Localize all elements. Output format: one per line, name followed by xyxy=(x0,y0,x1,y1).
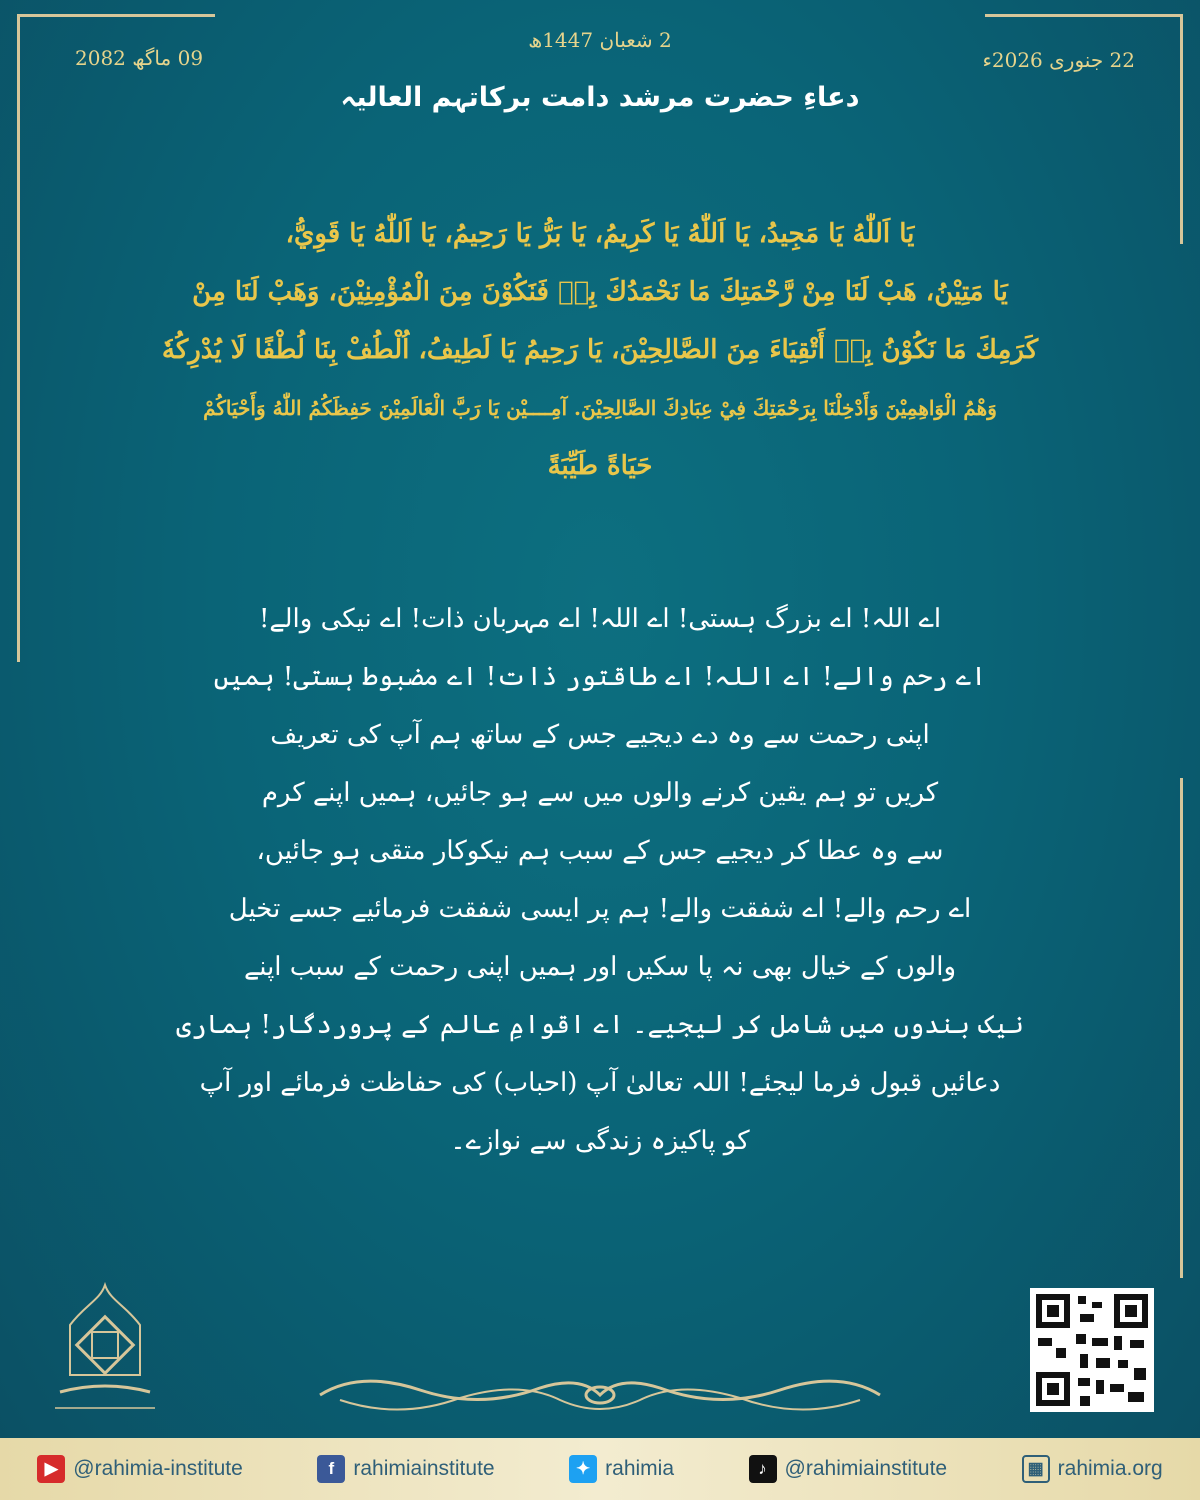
tiktok-link[interactable] xyxy=(749,1455,948,1483)
website-link[interactable] xyxy=(1022,1455,1163,1483)
urdu-line: اے رحم والے! اے شفقت والے! ہم پر ایسی شفقت فرمائیے جسے تخیل xyxy=(228,894,972,924)
urdu-line: کو پاکیزہ زندگی سے نوازے۔ xyxy=(450,1126,750,1156)
facebook-handle: rahimiainstitute xyxy=(353,1457,495,1480)
facebook-icon: f xyxy=(317,1455,345,1483)
arabic-line: حَيَاةً طَيِّبَةً xyxy=(547,451,653,481)
hijri-date: 2 شعبان 1447ھ xyxy=(528,28,672,52)
twitter-handle: rahimia xyxy=(605,1457,674,1480)
website-url: rahimia.org xyxy=(1057,1457,1163,1480)
ornament-divider xyxy=(300,1370,900,1420)
arabic-line: يَا اَللّٰهُ يَا مَجِيدُ، يَا اَللّٰهُ يَا كَرِيمُ، يَا بَرُّ يَا رَحِيمُ، يَا اَللّٰهُ يَا قَوِيُّ، xyxy=(285,219,915,249)
page-title: دعاءِ حضرت مرشد دامت برکاتہم العالیہ xyxy=(340,82,860,113)
arabic-line: يَا مَتِيْنُ، هَبْ لَنَا مِنْ رَّحْمَتِكَ مَا نَحْمَدُكَ بِهٖ فَنَكُوْنَ مِنَ الْمُؤْمِنِيْنَ، وَهَبْ لَنَا مِنْ xyxy=(192,277,1008,307)
youtube-handle: @rahimia-institute xyxy=(73,1457,243,1480)
urdu-line: نیک بندوں میں شامل کر لیجیے۔ اے اقوامِ عالم کے پروردگار! ہماری xyxy=(176,1010,1024,1040)
youtube-icon: ▶ xyxy=(37,1455,65,1483)
urdu-line: کریں تو ہم یقین کرنے والوں میں سے ہو جائیں، ہمیں اپنے کرم xyxy=(261,778,939,808)
facebook-link[interactable] xyxy=(317,1455,494,1483)
arabic-line: وَهْمُ الْوَاهِمِيْنَ وَأَدْخِلْنَا بِرَحْمَتِكَ فِيْ عِبَادِكَ الصَّالِحِيْنَ. آمِــــيْن يَا رَبَّ الْعَالَمِيْنَ حَفِظَكُمُ اللّٰهُ وَأَحْيَاكُمْ xyxy=(203,396,997,420)
twitter-link[interactable] xyxy=(569,1455,674,1483)
bikrami-date: 09 ماگھ 2082 xyxy=(75,46,204,70)
qr-code-icon xyxy=(1030,1288,1154,1412)
twitter-icon: ✦ xyxy=(569,1455,597,1483)
dua-arabic xyxy=(95,205,1105,495)
urdu-line: اے رحم والے! اے اللہ! اے طاقتور ذات! اے مضبوط ہستی! ہمیں xyxy=(213,662,987,692)
urdu-line: اے اللہ! اے بزرگ ہستی! اے اللہ! اے مہربان ذات! اے نیکی والے! xyxy=(258,604,942,634)
globe-grid-icon: ▦ xyxy=(1022,1455,1050,1483)
frame-top-left xyxy=(17,14,215,17)
gregorian-date: 22 جنوری 2026ء xyxy=(982,48,1135,72)
urdu-line: والوں کے خیال بھی نہ پا سکیں اور ہمیں اپنی رحمت کے سبب اپنے xyxy=(243,952,957,982)
urdu-line: سے وہ عطا کر دیجیے جس کے سبب ہم نیکوکار متقی ہو جائیں، xyxy=(256,836,944,866)
footer-bar xyxy=(0,1438,1200,1500)
tiktok-handle: @rahimiainstitute xyxy=(784,1457,948,1480)
urdu-line: اپنی رحمت سے وہ دے دیجیے جس کے ساتھ ہم آپ کی تعریف xyxy=(270,720,930,750)
translation-urdu xyxy=(150,590,1050,1170)
qr-code[interactable] xyxy=(1030,1288,1154,1412)
frame-right-upper xyxy=(1180,14,1183,244)
arabic-line: كَرَمِكَ مَا نَكُوْنُ بِهٖ أَتْقِيَاءَ مِنَ الصَّالِحِيْنَ، يَا رَحِيمُ يَا لَطِيفُ، اُلْطُفْ بِنَا لُطْفًا لَا يُدْرِكُهٗ xyxy=(161,335,1039,365)
frame-top-right xyxy=(985,14,1183,17)
urdu-line: دعائیں قبول فرما لیجئے! اللہ تعالیٰ آپ (احباب) کی حفاظت فرمائے اور آپ xyxy=(199,1068,1001,1098)
frame-right-lower xyxy=(1180,778,1183,1278)
tiktok-icon: ♪ xyxy=(749,1455,777,1483)
youtube-link[interactable] xyxy=(37,1455,243,1483)
rahimia-logo xyxy=(40,1280,170,1420)
